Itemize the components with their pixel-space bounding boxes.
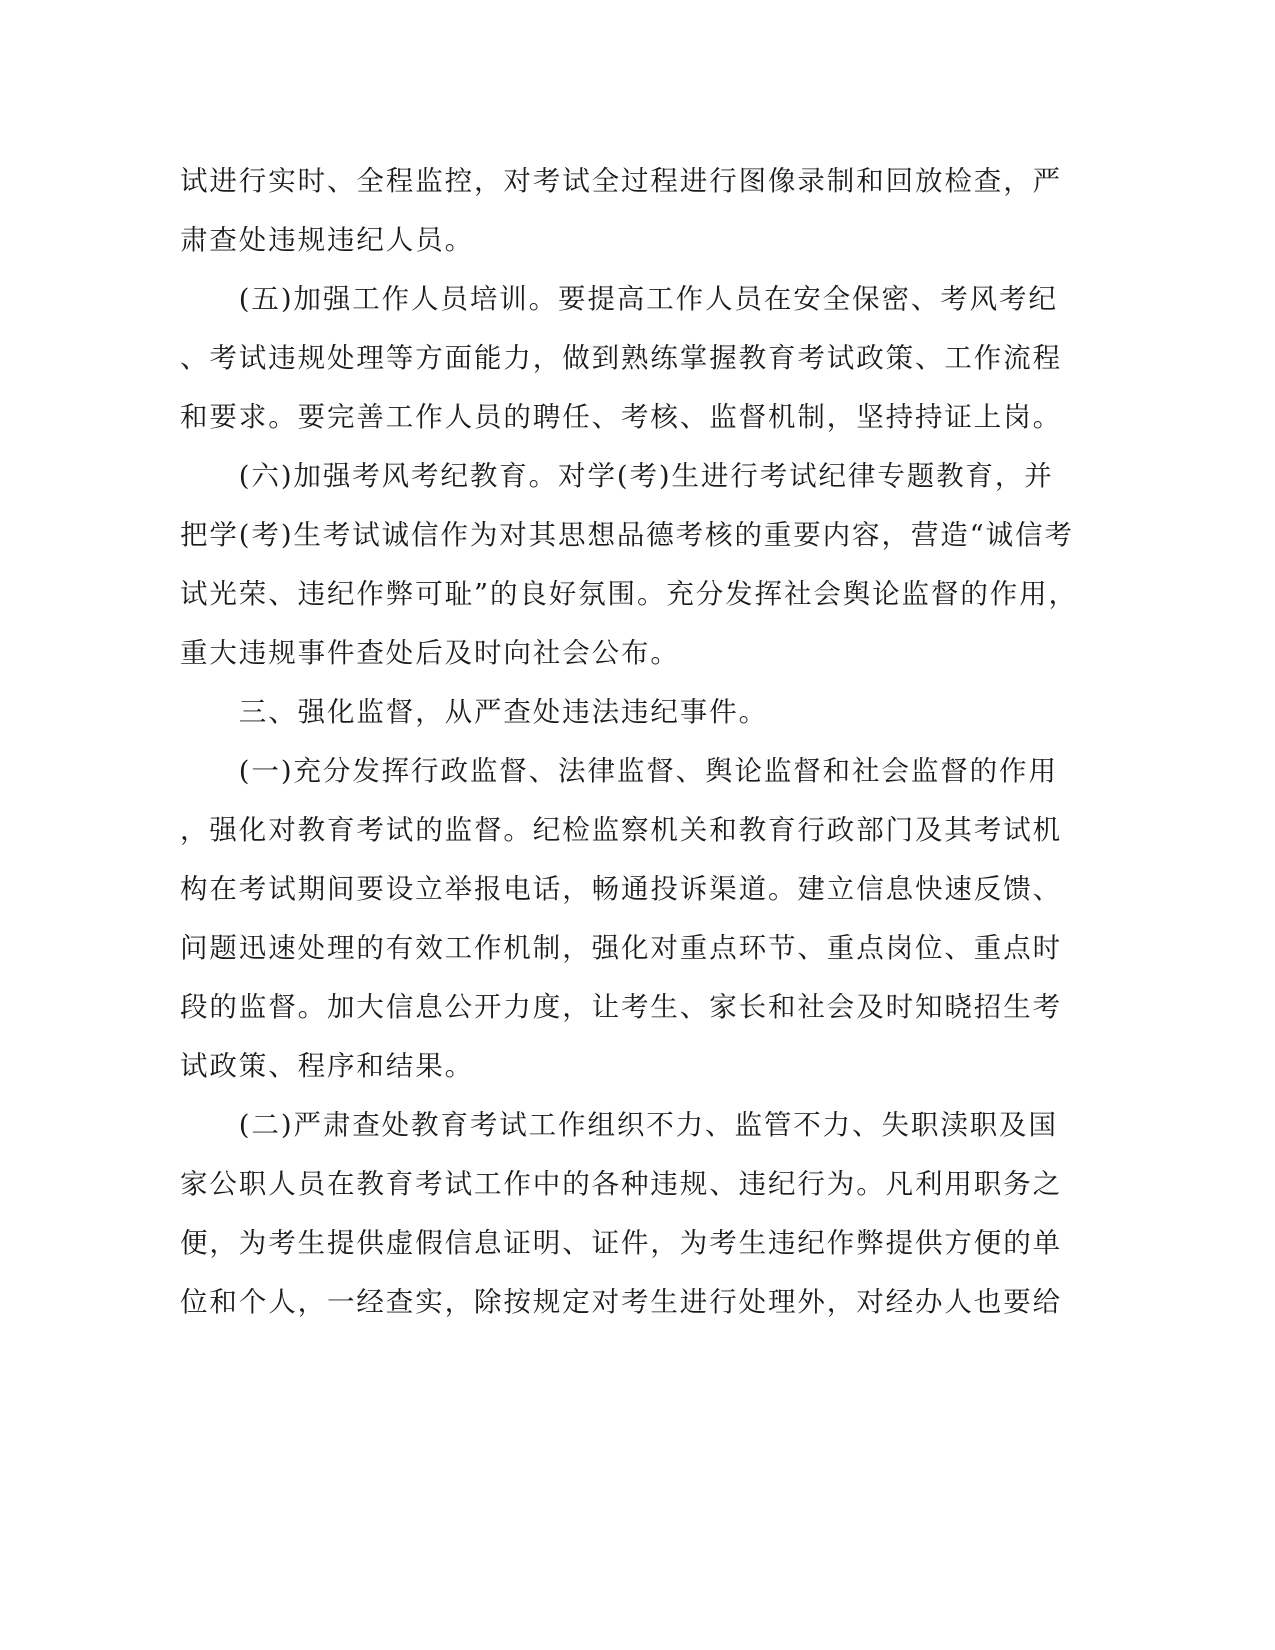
text-line: 试进行实时、全程监控，对考试全过程进行图像录制和回放检查，严 (180, 165, 1062, 197)
text-line: 和要求。要完善工作人员的聘任、考核、监督机制，坚持持证上岗。 (180, 401, 1062, 433)
document-body (180, 163, 1078, 1343)
text-line: 试政策、程序和结果。 (180, 1050, 474, 1082)
section-heading: 三、强化监督，从严查处违法违纪事件。 (180, 696, 768, 728)
text-line: 肃查处违规违纪人员。 (180, 224, 474, 256)
text-line: 重大违规事件查处后及时向社会公布。 (180, 637, 680, 669)
text-line: 家公职人员在教育考试工作中的各种违规、违纪行为。凡利用职务之 (180, 1168, 1062, 1200)
text-line: 位和个人，一经查实，除按规定对考生进行处理外，对经办人也要给 (180, 1286, 1062, 1318)
text-line: 试光荣、违纪作弊可耻”的良好氛围。充分发挥社会舆论监督的作用， (180, 578, 1078, 610)
text-line: 问题迅速处理的有效工作机制，强化对重点环节、重点岗位、重点时 (180, 932, 1062, 964)
text-line: 段的监督。加大信息公开力度，让考生、家长和社会及时知晓招生考 (180, 991, 1062, 1023)
text-line: 构在考试期间要设立举报电话，畅通投诉渠道。建立信息快速反馈、 (180, 873, 1062, 905)
text-line: 便，为考生提供虚假信息证明、证件，为考生违纪作弊提供方便的单 (180, 1227, 1062, 1259)
text-line: 把学(考)生考试诚信作为对其思想品德考核的重要内容，营造“诚信考 (180, 519, 1074, 551)
text-line: (二)严肃查处教育考试工作组织不力、监管不力、失职渎职及国 (180, 1109, 1058, 1141)
text-line: (一)充分发挥行政监督、法律监督、舆论监督和社会监督的作用 (180, 755, 1058, 787)
text-line: (五)加强工作人员培训。要提高工作人员在安全保密、考风考纪 (180, 283, 1058, 315)
text-line: ，强化对教育考试的监督。纪检监察机关和教育行政部门及其考试机 (180, 814, 1062, 846)
text-line: (六)加强考风考纪教育。对学(考)生进行考试纪律专题教育，并 (180, 460, 1054, 492)
text-line: 、考试违规处理等方面能力，做到熟练掌握教育考试政策、工作流程 (180, 342, 1062, 374)
